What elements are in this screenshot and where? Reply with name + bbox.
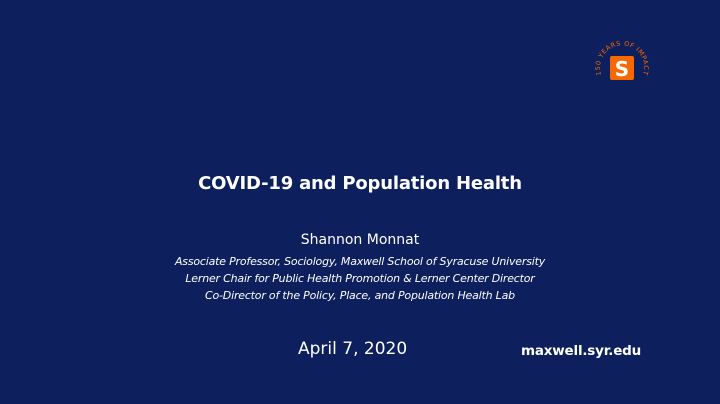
affiliation-line: Co-Director of the Policy, Place, and Population Health Lab [205,289,515,302]
seal-ring-text: 150 YEARS OF IMPACT [593,39,651,77]
slide-title: COVID-19 and Population Health [198,173,522,194]
presentation-date: April 7, 2020 [298,339,408,359]
syracuse-150-years-seal-icon [592,36,652,96]
seal-letter: S [614,57,630,81]
presenter-name: Shannon Monnat [300,232,420,248]
affiliation-line: Associate Professor, Sociology, Maxwell School of Syracuse University [174,255,545,268]
affiliation-line: Lerner Chair for Public Health Promotion & Lerner Center Director [185,272,535,285]
website-url: maxwell.syr.edu [521,343,642,359]
